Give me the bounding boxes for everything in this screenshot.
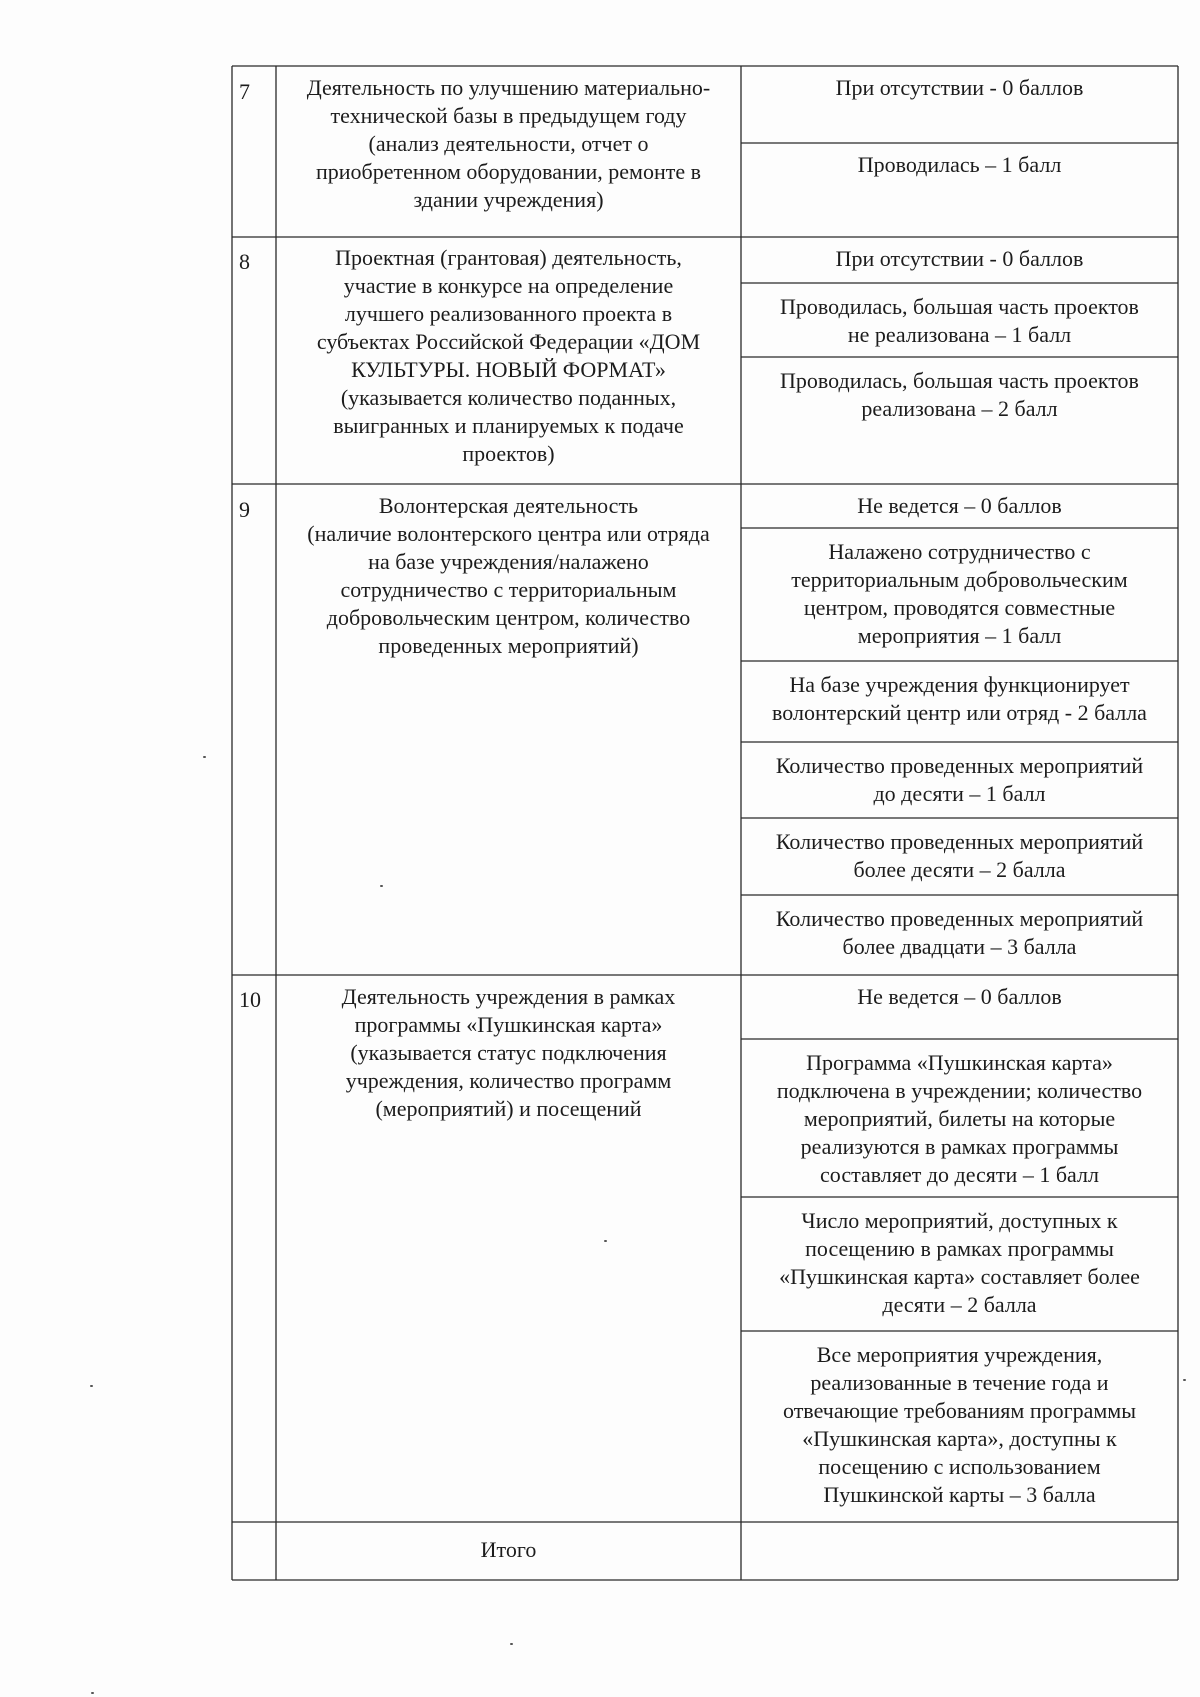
criterion-text-line: (мероприятий) и посещений: [375, 1096, 642, 1121]
score-option-line: Пушкинской карты – 3 балла: [823, 1482, 1096, 1507]
scan-speck: [203, 756, 206, 758]
criterion-text-line: Деятельность учреждения в рамках: [341, 984, 676, 1009]
criterion-text-line: участие в конкурсе на определение: [343, 273, 674, 298]
criterion-text-line: Деятельность по улучшению материально-: [306, 75, 711, 100]
score-option: [745, 671, 1174, 727]
score-option: [745, 1341, 1174, 1509]
criterion-text: [280, 983, 737, 1123]
score-option: [745, 151, 1174, 179]
score-option: [745, 1049, 1174, 1189]
score-option: [745, 983, 1174, 1011]
score-option-line: Проводилась, большая часть проектов: [780, 368, 1139, 393]
score-option: [745, 538, 1174, 650]
score-option: [745, 905, 1174, 961]
score-option-line: до десяти – 1 балл: [873, 781, 1046, 806]
criterion-text-line: проектов): [462, 441, 555, 466]
score-option-line: волонтерский центр или отряд - 2 балла: [772, 700, 1147, 725]
score-option-line: посещению в рамках программы: [805, 1236, 1114, 1261]
score-option-line: мероприятий, билеты на которые: [803, 1106, 1116, 1131]
score-option-line: Количество проведенных мероприятий: [775, 753, 1144, 778]
scan-speck: [91, 1692, 94, 1694]
criterion-text-line: лучшего реализованного проекта в: [344, 301, 673, 326]
criterion-text-line: Проектная (грантовая) деятельность,: [335, 245, 682, 270]
criterion-text-line: здании учреждения): [413, 187, 604, 212]
scan-speck: [1183, 1379, 1186, 1381]
score-option-line: Все мероприятия учреждения,: [816, 1342, 1103, 1367]
score-option-line: не реализована – 1 балл: [847, 322, 1072, 347]
criterion-text-line: сотрудничество с территориальным: [340, 577, 677, 602]
score-option-line: мероприятия – 1 балл: [857, 623, 1062, 648]
score-option-line: подключена в учреждении; количество: [776, 1078, 1143, 1103]
score-option: [745, 293, 1174, 349]
score-option-line: центром, проводятся совместные: [803, 595, 1116, 620]
score-option: [745, 367, 1174, 423]
score-option-line: более двадцати – 3 балла: [842, 934, 1077, 959]
score-option-line: Программа «Пушкинская карта»: [806, 1050, 1113, 1075]
criterion-text-line: Волонтерская деятельность: [378, 493, 639, 518]
criterion-text-line: КУЛЬТУРЫ. НОВЫЙ ФОРМАТ»: [351, 357, 666, 382]
score-option-line: Количество проведенных мероприятий: [775, 829, 1144, 854]
criterion-text-line: программы «Пушкинская карта»: [354, 1012, 663, 1037]
score-option: [745, 74, 1174, 102]
score-option-line: «Пушкинская карта» составляет более: [779, 1264, 1140, 1289]
criterion-text-line: добровольческим центром, количество: [326, 605, 691, 630]
criterion-text: [280, 244, 737, 468]
row-number: 8: [239, 249, 250, 274]
row-number: 9: [239, 497, 250, 522]
criterion-text-line: (наличие волонтерского центра или отряда: [307, 521, 710, 546]
score-option-line: При отсутствии - 0 баллов: [835, 75, 1084, 100]
score-option-line: Проводилась – 1 балл: [857, 152, 1062, 177]
scan-speck: [90, 1385, 93, 1387]
criterion-text-line: выигранных и планируемых к подаче: [333, 413, 684, 438]
score-option-line: более десяти – 2 балла: [853, 857, 1066, 882]
criterion-text-line: на базе учреждения/налажено: [368, 549, 649, 574]
score-option-line: десяти – 2 балла: [882, 1292, 1037, 1317]
criterion-text-line: проведенных мероприятий): [378, 633, 639, 658]
scan-speck: [604, 1240, 607, 1242]
scan-speck: [510, 1643, 513, 1645]
score-option-line: При отсутствии - 0 баллов: [835, 246, 1084, 271]
criterion-text: [280, 74, 737, 214]
scan-speck: [380, 885, 383, 887]
total-label: Итого: [480, 1537, 537, 1562]
row-number: 7: [239, 79, 250, 104]
criterion-text: [280, 492, 737, 660]
score-option: [745, 828, 1174, 884]
score-option-line: отвечающие требованиям программы: [782, 1398, 1137, 1423]
score-option: [745, 245, 1174, 273]
score-option: [745, 752, 1174, 808]
score-option-line: Не ведется – 0 баллов: [857, 984, 1062, 1009]
criterion-text-line: (указывается количество поданных,: [340, 385, 677, 410]
score-option-line: составляет до десяти – 1 балл: [820, 1162, 1099, 1187]
score-option-line: Число мероприятий, доступных к: [801, 1208, 1118, 1233]
score-option-line: Проводилась, большая часть проектов: [780, 294, 1139, 319]
score-option-line: Не ведется – 0 баллов: [857, 493, 1062, 518]
score-option-line: реализована – 2 балл: [861, 396, 1058, 421]
score-option: [745, 492, 1174, 520]
score-option-line: посещению с использованием: [818, 1454, 1101, 1479]
criterion-text-line: (анализ деятельности, отчет о: [368, 131, 649, 156]
criterion-text-line: технической базы в предыдущем году: [330, 103, 687, 128]
score-option: [745, 1207, 1174, 1319]
score-option-line: территориальным добровольческим: [791, 567, 1128, 592]
row-number: 10: [239, 987, 261, 1012]
score-option-line: реализованные в течение года и: [810, 1370, 1109, 1395]
score-option-line: На базе учреждения функционирует: [789, 672, 1130, 697]
score-option-line: Налажено сотрудничество с: [828, 539, 1091, 564]
criteria-table: [232, 66, 1178, 1580]
score-option-line: «Пушкинская карта», доступны к: [802, 1426, 1117, 1451]
score-option-line: Количество проведенных мероприятий: [775, 906, 1144, 931]
criterion-text-line: приобретенном оборудовании, ремонте в: [315, 159, 702, 184]
score-option-line: реализуются в рамках программы: [800, 1134, 1119, 1159]
criterion-text-line: субъектах Российской Федерации «ДОМ: [316, 329, 701, 354]
criterion-text-line: (указывается статус подключения: [350, 1040, 667, 1065]
criterion-text-line: учреждения, количество программ: [345, 1068, 672, 1093]
